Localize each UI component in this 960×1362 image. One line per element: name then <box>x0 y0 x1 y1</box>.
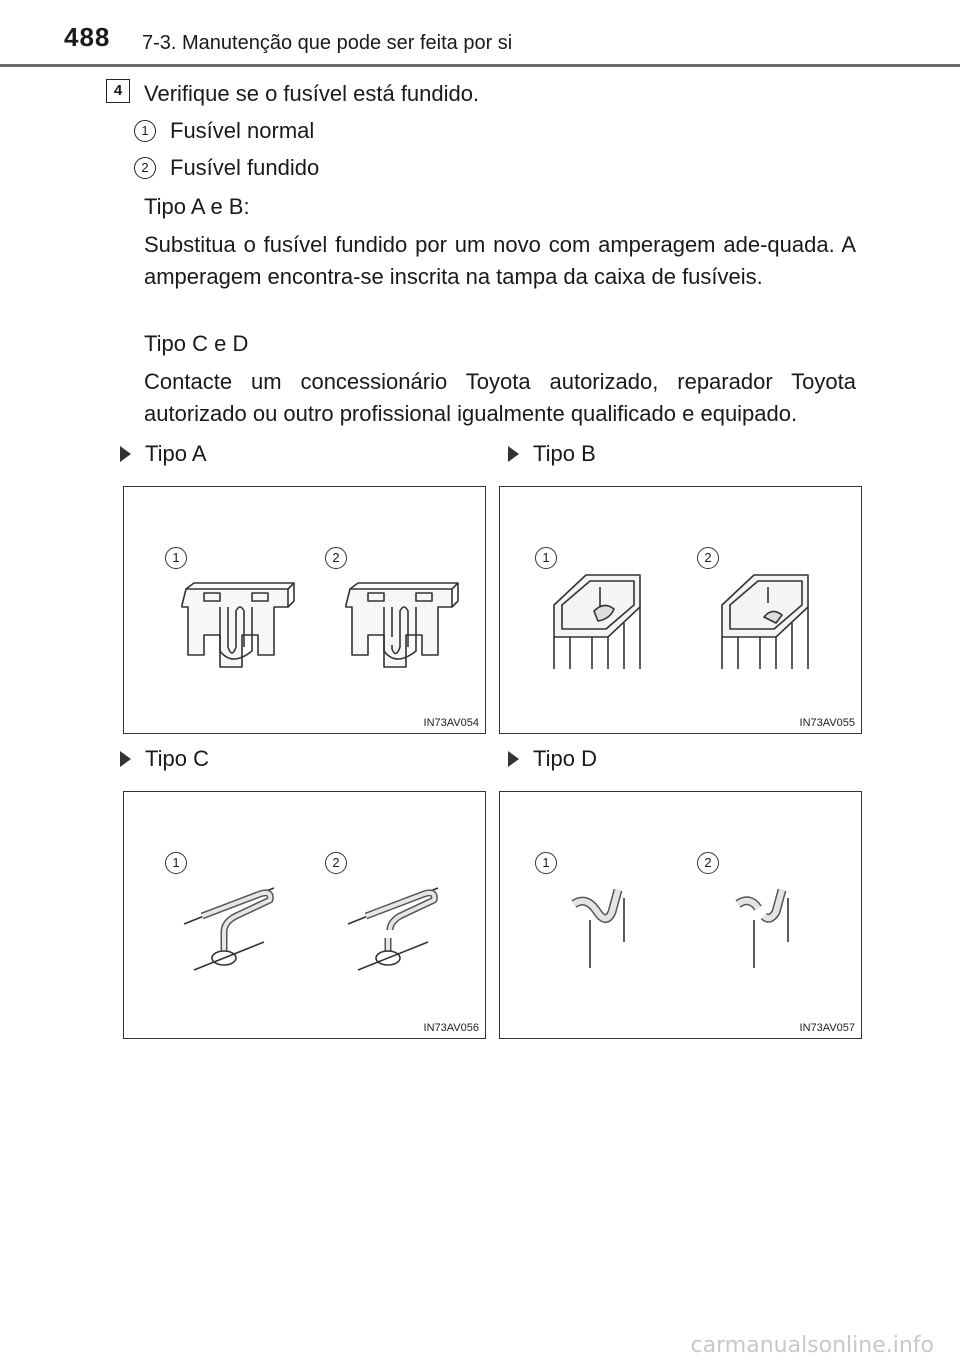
figure-label-text: Tipo B <box>533 441 596 466</box>
figure-c-badge-2: 2 <box>325 852 347 874</box>
figure-c-code: IN73AV056 <box>423 1022 479 1034</box>
type-ab-paragraph: Substitua o fusível fundido por um novo com amperagem ade-quada. A amperagem encontra-se inscrita na tampa da caixa de fusíveis. <box>144 232 856 289</box>
figure-c-badge-1: 1 <box>165 852 187 874</box>
figure-label-type-a <box>120 441 207 467</box>
type-cd-paragraph: Contacte um concessionário Toyota autorizado, reparador Toyota autorizado ou outro profissional igualmente qualificado e equipado. <box>144 369 856 426</box>
fuse-type-b-illustration <box>500 487 863 735</box>
figure-label-text: Tipo D <box>533 746 597 771</box>
figure-b-badge-1: 1 <box>535 547 557 569</box>
item-number-1: 1 <box>134 120 156 142</box>
page-number: 488 <box>64 22 111 52</box>
figure-type-c <box>123 791 486 1039</box>
figure-label-type-b <box>508 441 596 467</box>
figure-b-code: IN73AV055 <box>799 717 855 729</box>
figure-a-code: IN73AV054 <box>423 717 479 729</box>
item-number-2: 2 <box>134 157 156 179</box>
figure-d-badge-1: 1 <box>535 852 557 874</box>
figure-d-badge-2: 2 <box>697 852 719 874</box>
figure-d-code: IN73AV057 <box>799 1022 855 1034</box>
watermark: carmanualsonline.info <box>690 1333 934 1358</box>
page-header <box>0 0 960 70</box>
triangle-bullet-icon <box>508 751 519 767</box>
figure-label-text: Tipo A <box>145 441 207 466</box>
item-label-blown-fuse: Fusível fundido <box>170 155 320 180</box>
triangle-bullet-icon <box>120 446 131 462</box>
fuse-type-c-illustration <box>124 792 487 1040</box>
figure-a-badge-1: 1 <box>165 547 187 569</box>
figure-b-badge-2: 2 <box>697 547 719 569</box>
fuse-type-a-illustration <box>124 487 487 735</box>
fuse-type-d-illustration <box>500 792 863 1040</box>
type-ab-heading: Tipo A e B: <box>144 194 250 219</box>
figure-label-type-d <box>508 746 597 772</box>
figure-type-a <box>123 486 486 734</box>
header-divider <box>0 64 960 67</box>
section-title: 7-3. Manutenção que pode ser feita por si <box>142 32 513 54</box>
figure-a-badge-2: 2 <box>325 547 347 569</box>
figure-type-d <box>499 791 862 1039</box>
triangle-bullet-icon <box>508 446 519 462</box>
figure-label-type-c <box>120 746 209 772</box>
figure-label-text: Tipo C <box>145 746 209 771</box>
figure-type-b <box>499 486 862 734</box>
step-number-box: 4 <box>106 79 130 103</box>
item-label-normal-fuse: Fusível normal <box>170 118 315 143</box>
triangle-bullet-icon <box>120 751 131 767</box>
type-cd-heading: Tipo C e D <box>144 331 249 356</box>
step-title: Verifique se o fusível está fundido. <box>144 81 480 106</box>
